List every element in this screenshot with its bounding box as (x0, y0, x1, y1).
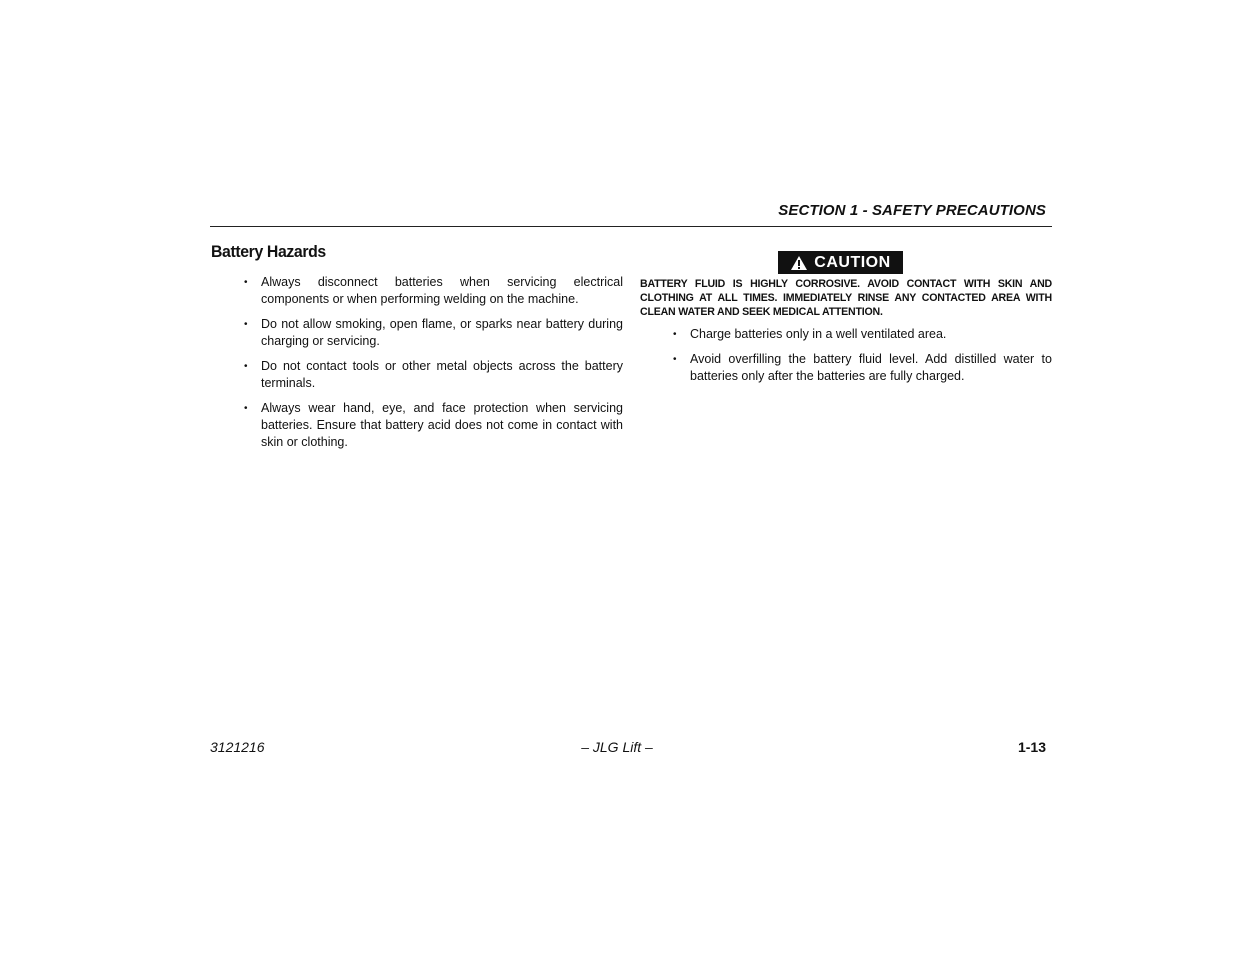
section-header: SECTION 1 - SAFETY PRECAUTIONS (778, 202, 1046, 219)
battery-hazard-list (244, 274, 623, 459)
battery-charging-list (673, 326, 1052, 393)
page-number: 1-13 (1017, 739, 1046, 755)
footer-brand: – JLG Lift – (581, 739, 653, 755)
page-title: Battery Hazards (211, 242, 326, 261)
list-item: • Always disconnect batteries when servicing electrical components or when performing welding on the machine. (244, 274, 623, 308)
caution-message: BATTERY FLUID IS HIGHLY CORROSIVE. AVOID CONTACT WITH SKIN AND CLOTHING AT ALL TIMES. IMMEDIATELY RINSE ANY CONTACTED AREA WITH CLEAN WATER AND SEEK MEDICAL ATTENTION. (640, 278, 1052, 318)
caution-badge (778, 251, 903, 274)
list-item: • Avoid overfilling the battery fluid level. Add distilled water to batteries only after the batteries are fully charged. (673, 351, 1052, 385)
document-number: 3121216 (210, 739, 265, 755)
list-item: • Do not allow smoking, open flame, or sparks near battery during charging or servicing. (244, 316, 623, 350)
warning-triangle-icon (790, 255, 808, 271)
caution-label: CAUTION (814, 253, 891, 271)
list-item: • Always wear hand, eye, and face protection when servicing batteries. Ensure that battery acid does not come in contact with skin or clothing. (244, 400, 623, 451)
list-item: • Charge batteries only in a well ventilated area. (673, 326, 1052, 343)
list-item: • Do not contact tools or other metal objects across the battery terminals. (244, 358, 623, 392)
header-divider (210, 226, 1052, 227)
